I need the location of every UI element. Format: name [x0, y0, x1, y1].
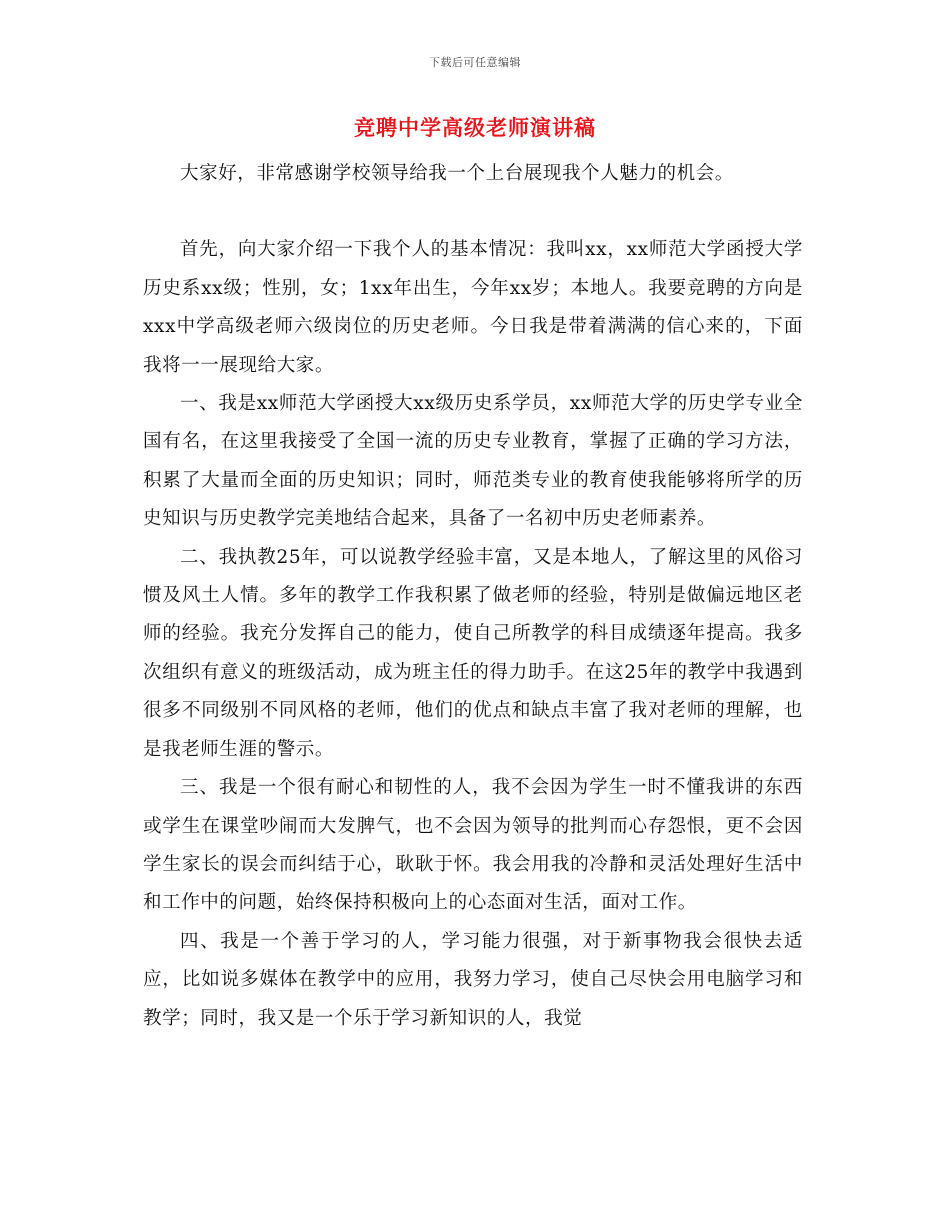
document-body [143, 155, 803, 1038]
header-note: 下载后可任意编辑 [429, 56, 521, 69]
paragraph-point-2: 二、我执教25年，可以说教学经验丰富，又是本地人，了解这里的风俗习惯及风土人情。多年的教学工作我积累了做老师的经验，特别是做偏远地区老师的经验。我充分发挥自己的能力，使自己所教学的科目成绩逐年提高。我多次组织有意义的班级活动，成为班主任的得力助手。在这25年的教学中我遇到很多不同级别不同风格的老师，他们的优点和缺点丰富了我对老师的理解，也是我老师生涯的警示。 [143, 546, 803, 760]
paragraph-point-1: 一、我是xx师范大学函授大xx级历史系学员，xx师范大学的历史学专业全国有名，在这里我接受了全国一流的历史专业教育，掌握了正确的学习方法，积累了大量而全面的历史知识；同时，师范类专业的教育使我能够将所学的历史知识与历史教学完美地结合起来，具备了一名初中历史老师素养。 [143, 393, 803, 530]
paragraph-introduction: 首先，向大家介绍一下我个人的基本情况：我叫xx，xx师范大学函授大学历史系xx级；性别，女；1xx年出生，今年xx岁；本地人。我要竞聘的方向是xxx中学高级老师六级岗位的历史老师。今日我是带着满满的信心来的，下面我将一一展现给大家。 [143, 239, 803, 376]
paragraph-greeting: 大家好，非常感谢学校领导给我一个上台展现我个人魅力的机会。 [180, 163, 734, 184]
paragraph-point-3: 三、我是一个很有耐心和韧性的人，我不会因为学生一时不懂我讲的东西或学生在课堂吵闹而大发脾气，也不会因为领导的批判而心存怨恨，更不会因学生家长的误会而纠结于心，耿耿于怀。我会用我的冷静和灵活处理好生活中和工作中的问题，始终保持积极向上的心态面对生活，面对工作。 [143, 777, 803, 914]
document-title: 竞聘中学高级老师演讲稿 [354, 115, 596, 140]
paragraph-point-4: 四、我是一个善于学习的人，学习能力很强，对于新事物我会很快去适应，比如说多媒体在教学中的应用，我努力学习，使自己尽快会用电脑学习和教学；同时，我又是一个乐于学习新知识的人，我觉 [143, 930, 803, 1029]
